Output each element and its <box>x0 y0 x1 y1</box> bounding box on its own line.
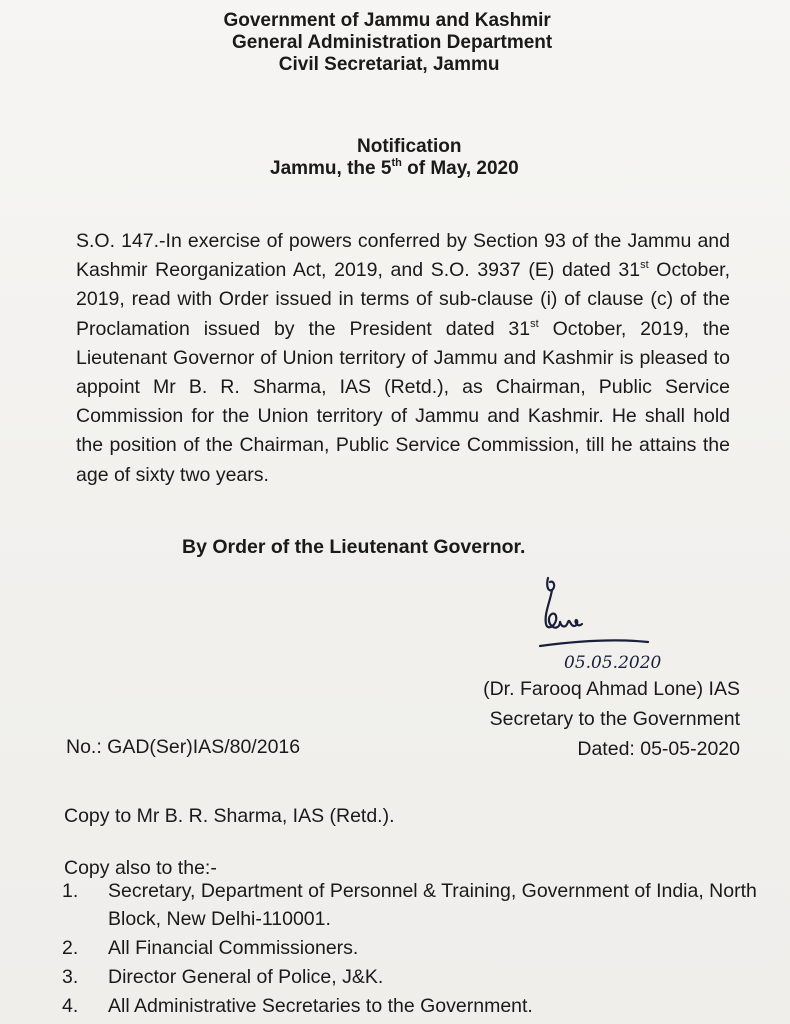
list-item-text: Secretary, Department of Personnel & Training, Government of India, North Block, New Delhi-110001. <box>108 880 757 930</box>
body-paragraph: S.O. 147.-In exercise of powers conferred by Section 93 of the Jammu and Kashmir Reorganization Act, 2019, and S.O. 3937 (E) dated 31st October, 2019, read with Order issued in terms of sub-clause (i) of clause (c) of the Proclamation issued by the President dated 31st October, 2019, the Lieutenant Governor of Union territory of Jammu and Kashmir is pleased to appoint Mr B. R. Sharma, IAS (Retd.), as Chairman, Public Service Commission for the Union territory of Jammu and Kashmir. He shall hold the position of the Chairman, Public Service Commission, till he attains the age of sixty two years. <box>76 230 730 486</box>
letterhead <box>223 10 553 76</box>
list-item-text: All Financial Commissioners. <box>108 937 359 959</box>
copy-also-line: Copy also to the:- <box>64 857 217 879</box>
list-item-number: 3. <box>62 966 79 988</box>
distribution-list <box>62 877 762 1021</box>
list-item-text: Director General of Police, J&K. <box>108 966 384 988</box>
header-department: General Administration Department <box>232 32 553 53</box>
list-item-number: 2. <box>62 937 79 959</box>
list-item-text: All Administrative Secretaries to the Government. <box>108 995 533 1017</box>
list-item-number: 1. <box>62 880 79 902</box>
handwritten-date: 05.05.2020 <box>564 653 662 672</box>
list-item <box>62 963 762 992</box>
signatory-dated: Dated: 05-05-2020 <box>577 738 740 760</box>
handwritten-signature <box>530 572 700 672</box>
list-item-number: 4. <box>62 995 79 1017</box>
signatory-designation: Secretary to the Government <box>489 708 740 730</box>
notification-date: Jammu, the 5th of May, 2020 <box>270 157 519 179</box>
list-item <box>62 992 762 1021</box>
signatory-name: (Dr. Farooq Ahmad Lone) IAS <box>483 678 740 700</box>
by-order-line: By Order of the Lieutenant Governor. <box>182 536 526 558</box>
notification-body <box>76 227 730 490</box>
list-item <box>62 877 762 933</box>
list-item <box>62 934 762 963</box>
reference-number: No.: GAD(Ser)IAS/80/2016 <box>66 736 301 758</box>
header-government: Government of Jammu and Kashmir <box>223 10 551 31</box>
header-secretariat: Civil Secretariat, Jammu <box>278 54 500 75</box>
notification-title: Notification <box>357 136 462 157</box>
signatory-block <box>440 674 740 764</box>
copy-to-line: Copy to Mr B. R. Sharma, IAS (Retd.). <box>64 805 395 827</box>
